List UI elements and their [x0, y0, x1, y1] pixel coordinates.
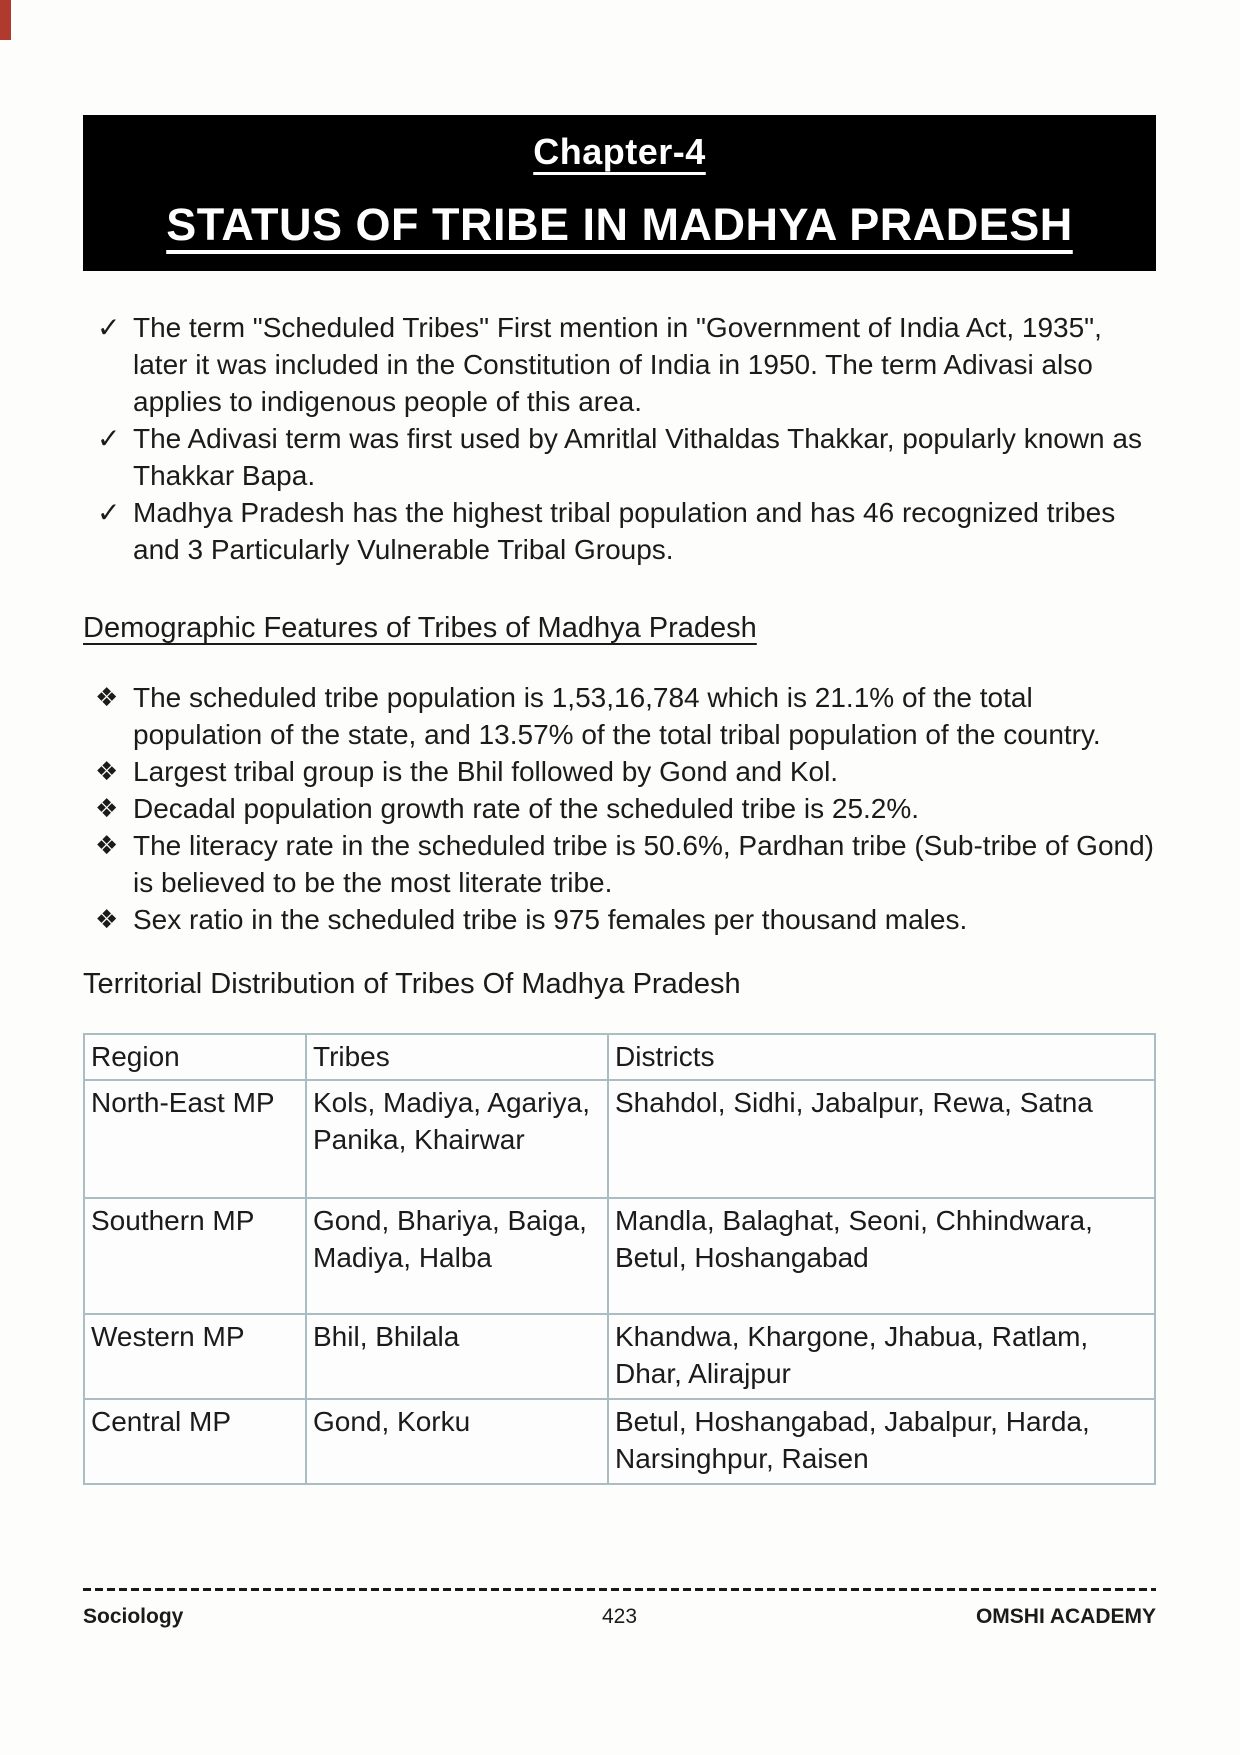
table-row — [84, 1399, 1155, 1484]
cell-districts: Mandla, Balaghat, Seoni, Chhindwara, Betul, Hoshangabad — [608, 1198, 1155, 1314]
bullet-text: The scheduled tribe population is 1,53,16,784 which is 21.1% of the total population of the state, and 13.57% of the total tribal population of the country. — [133, 682, 1101, 750]
footer-page-number: 423 — [601, 1605, 638, 1628]
list-item — [83, 420, 1156, 494]
list-item — [83, 309, 1156, 420]
cell-districts: Khandwa, Khargone, Jhabua, Ratlam, Dhar, Alirajpur — [608, 1314, 1155, 1399]
bullet-text: Decadal population growth rate of the scheduled tribe is 25.2%. — [133, 793, 920, 824]
cell-districts: Betul, Hoshangabad, Jabalpur, Harda, Narsinghpur, Raisen — [608, 1399, 1155, 1484]
cell-region: Central MP — [84, 1399, 306, 1484]
table-row — [84, 1080, 1155, 1198]
dashed-divider — [83, 1588, 1156, 1591]
section-heading-demographic: Demographic Features of Tribes of Madhya Pradesh — [83, 612, 757, 644]
table-row — [84, 1198, 1155, 1314]
diamond-bullet-icon: ❖ — [95, 830, 119, 860]
territorial-distribution-table — [83, 1033, 1156, 1485]
bullet-text: Madhya Pradesh has the highest tribal population and has 46 recognized tribes and 3 Particularly Vulnerable Tribal Groups. — [133, 497, 1116, 565]
page-footer — [83, 1588, 1156, 1629]
checkmark-icon: ✓ — [97, 423, 121, 454]
footer-academy: OMSHI ACADEMY — [975, 1605, 1157, 1628]
table-row — [84, 1314, 1155, 1399]
diamond-bullet-icon: ❖ — [95, 682, 119, 712]
cell-tribes: Gond, Bhariya, Baiga, Madiya, Halba — [306, 1198, 608, 1314]
list-item — [83, 790, 1156, 827]
column-header-districts: Districts — [608, 1034, 1155, 1080]
intro-bullet-list — [83, 309, 1156, 568]
column-header-region: Region — [84, 1034, 306, 1080]
diamond-bullet-icon: ❖ — [95, 756, 119, 786]
footer-row — [83, 1605, 1156, 1629]
bullet-text: Sex ratio in the scheduled tribe is 975 females per thousand males. — [133, 904, 968, 935]
chapter-number: Chapter-4 — [533, 131, 706, 172]
page-content — [83, 0, 1156, 1485]
cell-region: Western MP — [84, 1314, 306, 1399]
red-corner-artifact — [0, 0, 11, 40]
bullet-text: The term "Scheduled Tribes" First mention in "Government of India Act, 1935", later it was included in the Constitution of India in 1950. The term Adivasi also applies to indigenous people of this area. — [133, 312, 1102, 417]
diamond-bullet-icon: ❖ — [95, 793, 119, 823]
bullet-text: Largest tribal group is the Bhil followed by Gond and Kol. — [133, 756, 839, 787]
list-item — [83, 827, 1156, 901]
cell-tribes: Gond, Korku — [306, 1399, 608, 1484]
cell-tribes: Kols, Madiya, Agariya, Panika, Khairwar — [306, 1080, 608, 1198]
table-header-row — [84, 1034, 1155, 1080]
checkmark-icon: ✓ — [97, 497, 121, 528]
bullet-text: The literacy rate in the scheduled tribe is 50.6%, Pardhan tribe (Sub-tribe of Gond) is believed to be the most literate tribe. — [133, 830, 1154, 898]
chapter-header — [83, 115, 1156, 271]
demographic-bullet-list — [83, 679, 1156, 938]
page-title: STATUS OF TRIBE IN MADHYA PRADESH — [166, 199, 1073, 250]
cell-region: Southern MP — [84, 1198, 306, 1314]
list-item — [83, 901, 1156, 938]
checkmark-icon: ✓ — [97, 312, 121, 343]
diamond-bullet-icon: ❖ — [95, 904, 119, 934]
footer-subject: Sociology — [83, 1605, 184, 1628]
list-item — [83, 494, 1156, 568]
cell-districts: Shahdol, Sidhi, Jabalpur, Rewa, Satna — [608, 1080, 1155, 1198]
section-heading-territorial: Territorial Distribution of Tribes Of Madhya Pradesh — [83, 968, 741, 1000]
list-item — [83, 679, 1156, 753]
cell-tribes: Bhil, Bhilala — [306, 1314, 608, 1399]
cell-region: North-East MP — [84, 1080, 306, 1198]
column-header-tribes: Tribes — [306, 1034, 608, 1080]
list-item — [83, 753, 1156, 790]
bullet-text: The Adivasi term was first used by Amritlal Vithaldas Thakkar, popularly known as Thakkar Bapa. — [133, 423, 1142, 491]
